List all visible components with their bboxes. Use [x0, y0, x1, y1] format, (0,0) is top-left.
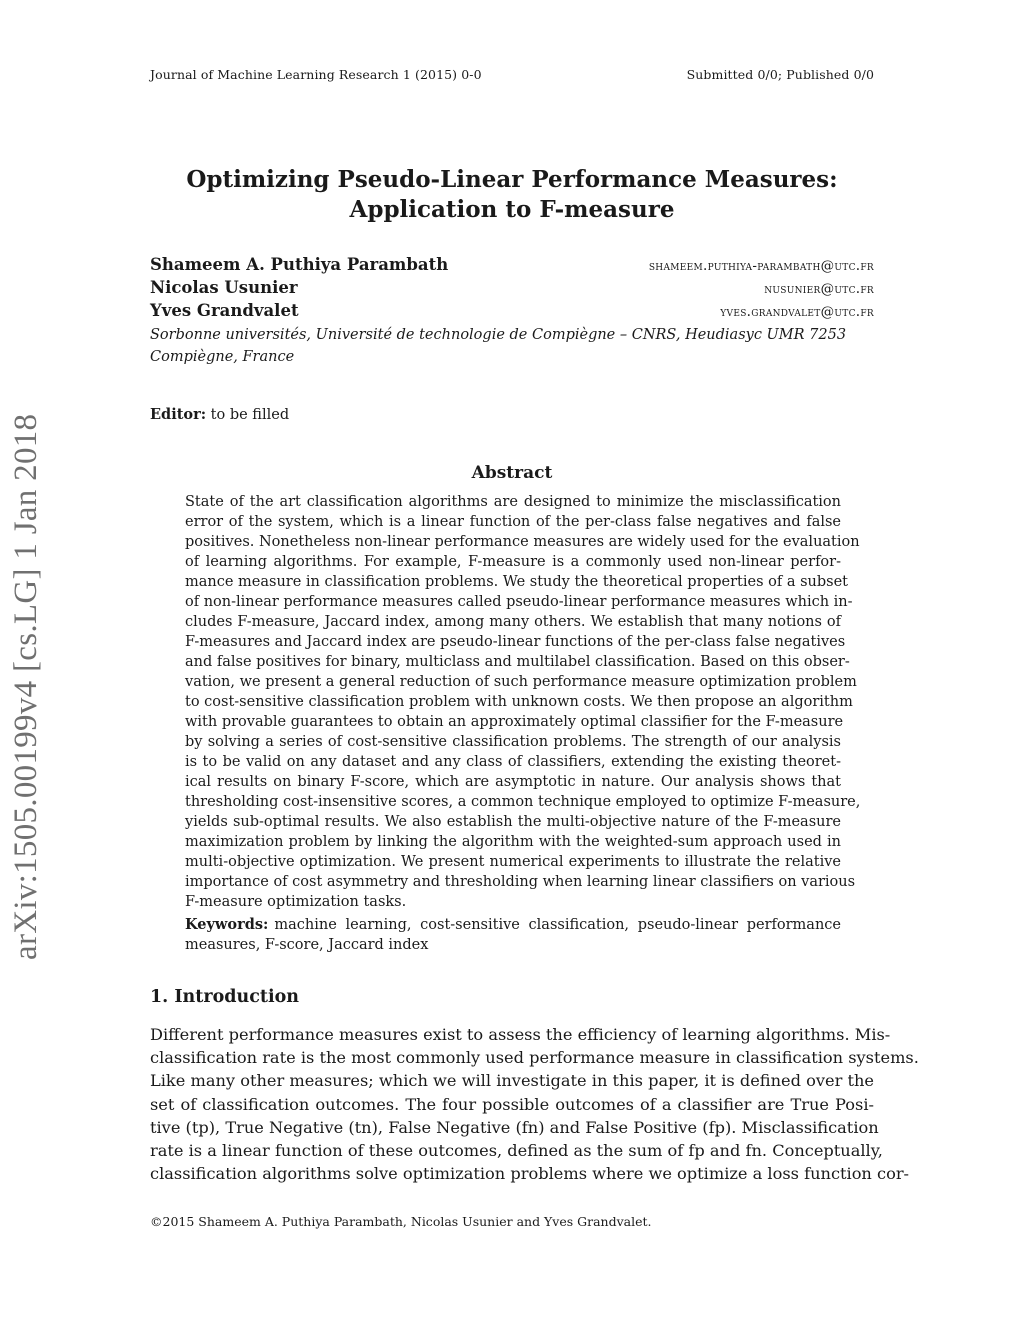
abstract-line: maximization problem by linking the algorithm with the weighted-sum approach used in	[185, 834, 841, 850]
author-row	[150, 278, 874, 301]
abstract-line: by solving a series of cost-sensitive classification problems. The strength of our analysis	[185, 734, 841, 750]
author-name: Shameem A. Puthiya Parambath	[150, 255, 449, 274]
keywords-line: measures, F-score, Jaccard index	[185, 937, 429, 953]
author-row	[150, 255, 874, 278]
abstract-line: positives. Nonetheless non-linear performance measures are widely used for the evaluation	[185, 534, 860, 550]
editor-label: Editor:	[150, 406, 207, 423]
intro-line: rate is a linear function of these outcomes, defined as the sum of fp and fn. Conceptually,	[150, 1141, 883, 1161]
intro-line: tive (tp), True Negative (tn), False Negative (fn) and False Positive (fp). Misclassification	[150, 1117, 879, 1137]
copyright-footnote: ©2015 Shameem A. Puthiya Parambath, Nicolas Usunier and Yves Grandvalet.	[150, 1214, 652, 1229]
abstract-line: State of the art classification algorithms are designed to minimize the misclassification	[185, 494, 841, 510]
affiliation-line-2: Compiègne, France	[150, 349, 295, 365]
keywords-label: Keywords:	[185, 916, 269, 933]
abstract-line: and false positives for binary, multiclass and multilabel classification. Based on this obser-	[185, 654, 850, 670]
introduction-body	[150, 1023, 919, 1185]
abstract-line: mance measure in classification problems. We study the theoretical properties of a subset	[185, 574, 848, 590]
abstract-line: yields sub-optimal results. We also establish the multi-objective nature of the F-measure	[185, 814, 841, 830]
author-name: Nicolas Usunier	[150, 278, 298, 297]
journal-header: Journal of Machine Learning Research 1 (2015) 0-0	[150, 67, 482, 82]
abstract-line: importance of cost asymmetry and thresholding when learning linear classifiers on various	[185, 874, 856, 890]
abstract-line: F-measure optimization tasks.	[185, 894, 407, 910]
abstract-line: error of the system, which is a linear function of the per-class false negatives and false	[185, 514, 841, 530]
abstract-line: ical results on binary F-score, which are asymptotic in nature. Our analysis shows that	[185, 774, 841, 790]
abstract-line: F-measures and Jaccard index are pseudo-linear functions of the per-class false negatives	[185, 634, 846, 650]
paper-title	[150, 165, 874, 225]
abstract-line: cludes F-measure, Jaccard index, among many others. We establish that many notions of	[185, 614, 841, 630]
intro-line: Like many other measures; which we will investigate in this paper, it is defined over the	[150, 1071, 874, 1091]
keywords-text: machine learning, cost-sensitive classification, pseudo-linear performance	[274, 917, 841, 933]
intro-line: Different performance measures exist to assess the efficiency of learning algorithms. Mis-	[150, 1025, 891, 1044]
abstract-heading: Abstract	[471, 463, 553, 483]
abstract-line: of learning algorithms. For example, F-measure is a commonly used non-linear perfor-	[185, 554, 841, 570]
abstract-body	[185, 492, 861, 955]
submission-info: Submitted 0/0; Published 0/0	[686, 67, 874, 82]
editor-line	[150, 406, 289, 423]
abstract-line: of non-linear performance measures called pseudo-linear performance measures which in-	[185, 594, 853, 610]
abstract-line: to cost-sensitive classification problem with unknown costs. We then propose an algorithm	[185, 694, 853, 710]
title-line-1: Optimizing Pseudo-Linear Performance Measures:	[186, 166, 838, 193]
title-line-2: Application to F-measure	[349, 196, 675, 223]
abstract-line: with provable guarantees to obtain an approximately optimal classifier for the F-measure	[185, 714, 844, 730]
intro-line: set of classification outcomes. The four possible outcomes of a classifier are True Posi-	[150, 1094, 874, 1114]
author-name: Yves Grandvalet	[150, 301, 299, 320]
editor-value: to be filled	[210, 407, 290, 423]
abstract-line: is to be valid on any dataset and any class of classifiers, extending the existing theoret-	[185, 754, 841, 770]
intro-line: classification rate is the most commonly used performance measure in classification systems.	[150, 1048, 919, 1068]
intro-line: classification algorithms solve optimization problems where we optimize a loss function cor-	[150, 1164, 910, 1184]
affiliation-line-1: Sorbonne universités, Université de technologie de Compiègne – CNRS, Heudiasyc UMR 7253	[150, 327, 847, 343]
author-email[interactable]: nusunier@utc.fr	[764, 281, 874, 297]
section-heading-introduction: 1. Introduction	[150, 987, 299, 1007]
author-block	[150, 255, 874, 368]
arxiv-stamp[interactable]: arXiv:1505.00199v4 [cs.LG] 1 Jan 2018	[8, 413, 44, 960]
abstract-line: multi-objective optimization. We present numerical experiments to illustrate the relative	[185, 854, 841, 870]
author-row	[150, 301, 874, 324]
keywords-line	[185, 915, 841, 935]
author-email[interactable]: yves.grandvalet@utc.fr	[720, 304, 874, 320]
author-email[interactable]: shameem.puthiya-parambath@utc.fr	[648, 258, 874, 274]
abstract-line: thresholding cost-insensitive scores, a common technique employed to optimize F-measure,	[185, 794, 861, 810]
abstract-line: vation, we present a general reduction of such performance measure optimization problem	[185, 674, 857, 690]
